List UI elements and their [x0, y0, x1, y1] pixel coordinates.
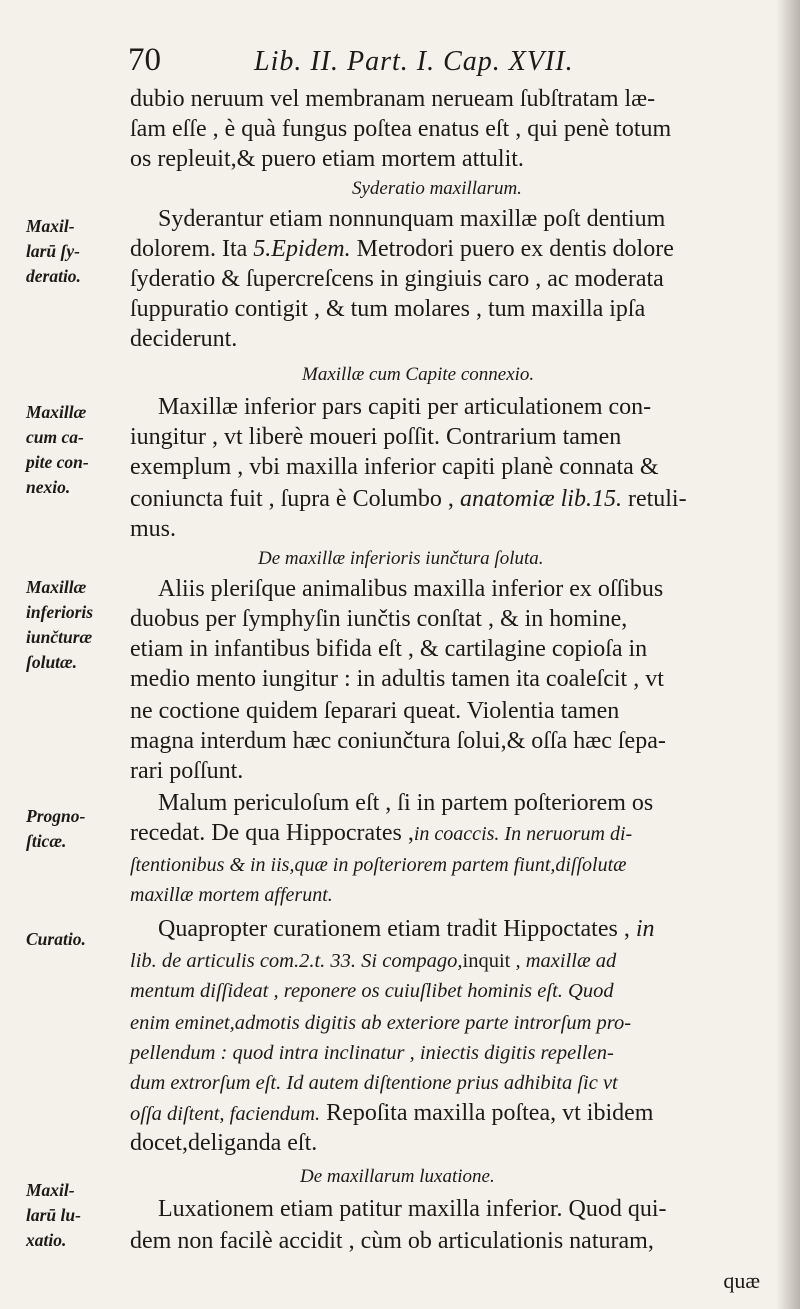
- page-header: [0, 38, 800, 84]
- text-line: rari poſſunt.: [130, 758, 244, 784]
- catchword: quæ: [723, 1268, 760, 1293]
- text-line: pellendum : quod intra inclinatur , iniectis digitis repellen-: [130, 1042, 614, 1064]
- text-line: exemplum , vbi maxilla inferior capiti planè connata &: [130, 454, 659, 480]
- margin-note-iunctura-soluta: Maxillæ inferioris iunčturæ ſolutæ.: [26, 577, 94, 672]
- text-line: dolorem. Ita 5.Epidem. Metrodori puero ex dentis dolore: [130, 236, 674, 262]
- text-line: enim eminet,admotis digitis ab exteriore parte introrſum pro-: [130, 1012, 632, 1034]
- page-edge-shadow: [776, 0, 800, 1309]
- running-head: Lib. II. Part. I. Cap. XVII.: [254, 46, 574, 77]
- text-line: Quapropter curationem etiam tradit Hippoctates , in: [158, 916, 655, 942]
- text-line: mus.: [130, 516, 177, 542]
- text-line: Syderantur etiam nonnunquam maxillæ poſt dentium: [158, 206, 666, 232]
- text-line: medio mento iungitur : in adultis tamen ita coaleſcit , vt: [130, 666, 664, 692]
- page-number: 70: [128, 42, 161, 78]
- text-line: coniuncta fuit , ſupra è Columbo , anatomiæ lib.15. retuli-: [130, 486, 687, 512]
- text-line: lib. de articulis com.2.t. 33. Si compago,inquit , maxillæ ad: [130, 950, 617, 972]
- text-line: ſam eſſe , è quà fungus poſtea enatus eſt , qui penè totum: [130, 116, 672, 142]
- text-line: duobus per ſymphyſin iunčtis conſtat , & in homine,: [130, 606, 628, 632]
- text-line: Aliis pleriſque animalibus maxilla inferior ex oſſibus: [158, 576, 664, 602]
- section-heading: Maxillæ cum Capite connexio.: [302, 364, 535, 385]
- section-heading: Syderatio maxillarum.: [352, 178, 522, 199]
- text-line: deciderunt.: [130, 326, 238, 352]
- text-line: dum extrorſum eſt. Id autem diſtentione prius adhibita ſic vt: [130, 1072, 618, 1094]
- margin-note-prognostica: Progno- ſticæ.: [26, 806, 86, 851]
- text-line: maxillæ mortem afferunt.: [130, 884, 333, 906]
- margin-note-curatio: Curatio.: [26, 929, 86, 949]
- text-line: Luxationem etiam patitur maxilla inferior. Quod qui-: [158, 1196, 667, 1222]
- text-line: Maxillæ inferior pars capiti per articulationem con-: [158, 394, 652, 420]
- text-line: dubio neruum vel membranam nerueam ſubſtratam læ-: [130, 86, 656, 112]
- text-line: docet,deliganda eſt.: [130, 1130, 318, 1156]
- text-line: Malum periculoſum eſt , ſi in partem poſteriorem os: [158, 790, 654, 816]
- text-line: etiam in infantibus bifida eſt , & cartilagine copioſa in: [130, 636, 648, 662]
- margin-note-syderatio: Maxil- larū ſy- deratio.: [26, 216, 81, 286]
- text-line: recedat. De qua Hippocrates ,in coaccis. In neruorum di-: [130, 820, 633, 846]
- text-line: iungitur , vt liberè moueri poſſit. Contrarium tamen: [130, 424, 622, 450]
- section-heading: De maxillæ inferioris iunčtura ſoluta.: [258, 548, 544, 569]
- margin-note-connexio: Maxillæ cum ca- pite con- nexio.: [26, 402, 89, 497]
- text-line: oſſa diſtent, faciendum. Repoſita maxilla poſtea, vt ibidem: [130, 1100, 654, 1126]
- text-line: ſtentionibus & in iis,quæ in poſteriorem partem fiunt,diſſolutæ: [130, 854, 627, 876]
- text-line: os repleuit,& puero etiam mortem attulit.: [130, 146, 524, 172]
- text-line: mentum diſſideat , reponere os cuiuſlibet hominis eſt. Quod: [130, 980, 614, 1002]
- text-line: dem non facilè accidit , cùm ob articulationis naturam,: [130, 1228, 654, 1254]
- text-line: magna interdum hæc coniunčtura ſolui,& oſſa hæc ſepa-: [130, 728, 666, 754]
- text-line: ſyderatio & ſupercreſcens in gingiuis caro , ac moderata: [130, 266, 664, 292]
- text-line: ne coctione quidem ſeparari queat. Violentia tamen: [130, 698, 620, 724]
- section-heading: De maxillarum luxatione.: [300, 1166, 495, 1187]
- text-line: ſuppuratio contigit , & tum molares , tum maxilla ipſa: [130, 296, 646, 322]
- margin-note-luxatio: Maxil- larū lu- xatio.: [26, 1180, 81, 1250]
